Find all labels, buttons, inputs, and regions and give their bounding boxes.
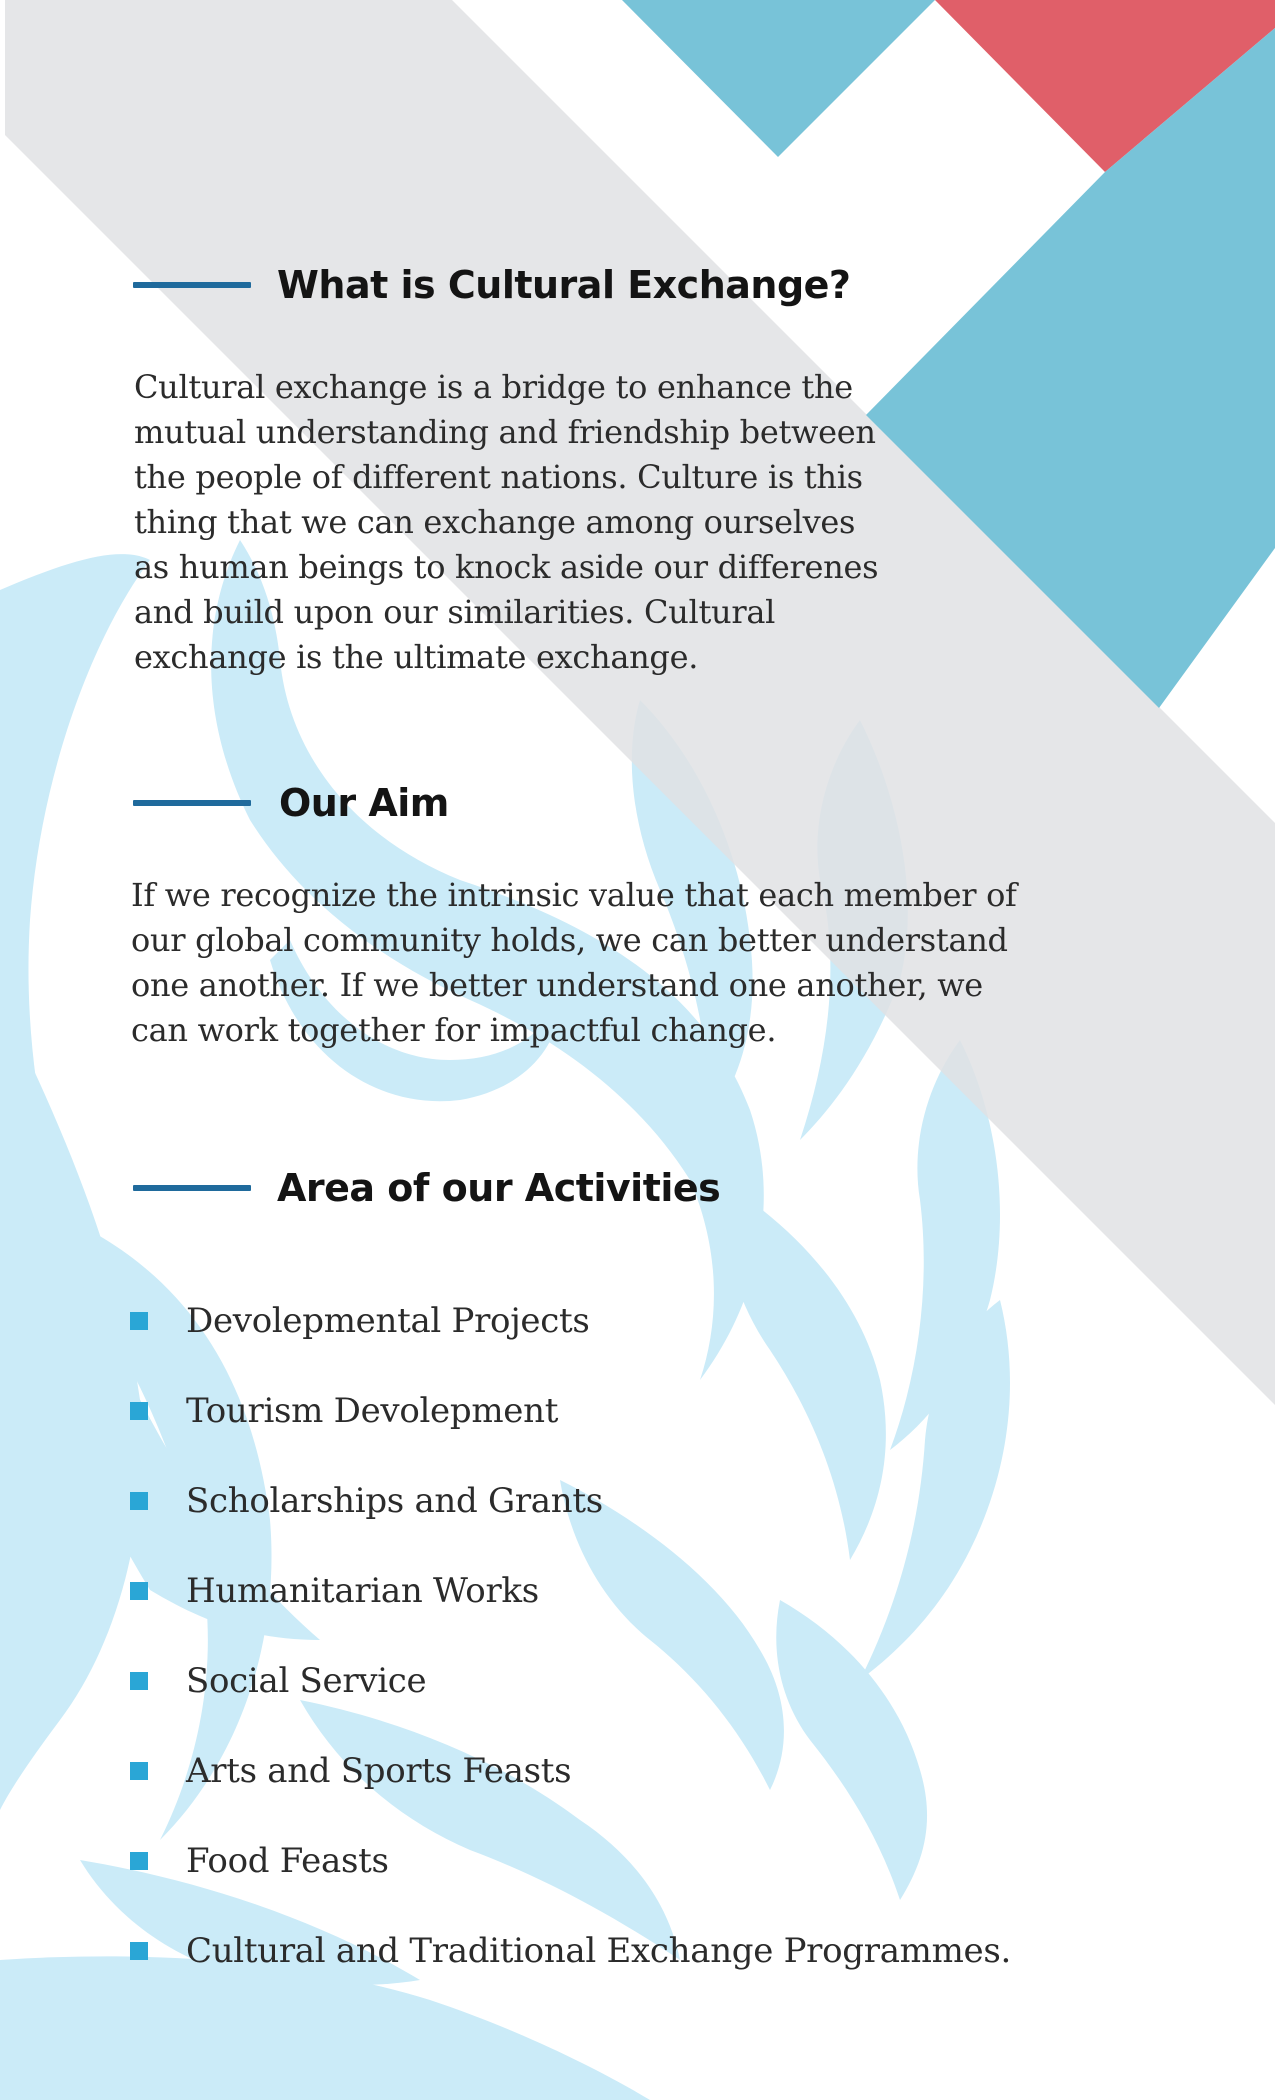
list-item bbox=[130, 1276, 1011, 1366]
activity-label: Social Service bbox=[186, 1661, 427, 1701]
list-item bbox=[130, 1906, 1011, 1996]
section-activities-header bbox=[133, 1166, 720, 1210]
activity-label: Scholarships and Grants bbox=[186, 1481, 603, 1521]
section-aim-body: If we recognize the intrinsic value that each member of our global community holds, we can better understand one another. If we better understand one another, we can work together for impactful change. bbox=[131, 876, 1017, 1049]
square-bullet-icon bbox=[130, 1582, 148, 1600]
square-bullet-icon bbox=[130, 1942, 148, 1960]
activity-label: Humanitarian Works bbox=[186, 1571, 539, 1611]
list-item bbox=[130, 1546, 1011, 1636]
section-what-title: What is Cultural Exchange? bbox=[277, 263, 851, 307]
square-bullet-icon bbox=[130, 1852, 148, 1870]
list-item bbox=[130, 1456, 1011, 1546]
teal-triangle-top bbox=[622, 0, 935, 157]
accent-rule bbox=[133, 282, 251, 288]
section-what-header bbox=[133, 263, 850, 307]
activity-label: Arts and Sports Feasts bbox=[186, 1751, 572, 1791]
activity-label: Cultural and Traditional Exchange Programmes. bbox=[186, 1931, 1012, 1971]
section-what-body: Cultural exchange is a bridge to enhance the mutual understanding and friendship between the people of different nations. Culture is this thing that we can exchange among ourselves as human beings to knock aside our differenes and build upon our similarities. Cultural exchange is the ultimate exchange. bbox=[134, 368, 879, 676]
section-activities-title: Area of our Activities bbox=[277, 1166, 721, 1210]
section-aim-header bbox=[133, 781, 449, 825]
list-item bbox=[130, 1726, 1011, 1816]
square-bullet-icon bbox=[130, 1762, 148, 1780]
square-bullet-icon bbox=[130, 1492, 148, 1510]
accent-rule bbox=[133, 800, 251, 806]
activity-label: Food Feasts bbox=[186, 1841, 389, 1881]
square-bullet-icon bbox=[130, 1402, 148, 1420]
activities-list bbox=[130, 1276, 1011, 1996]
activity-label: Tourism Devolepment bbox=[186, 1391, 559, 1431]
square-bullet-icon bbox=[130, 1312, 148, 1330]
accent-rule bbox=[133, 1185, 251, 1191]
section-aim-title: Our Aim bbox=[279, 781, 449, 825]
list-item bbox=[130, 1366, 1011, 1456]
list-item bbox=[130, 1816, 1011, 1906]
square-bullet-icon bbox=[130, 1672, 148, 1690]
activity-label: Devolepmental Projects bbox=[186, 1301, 590, 1341]
list-item bbox=[130, 1636, 1011, 1726]
